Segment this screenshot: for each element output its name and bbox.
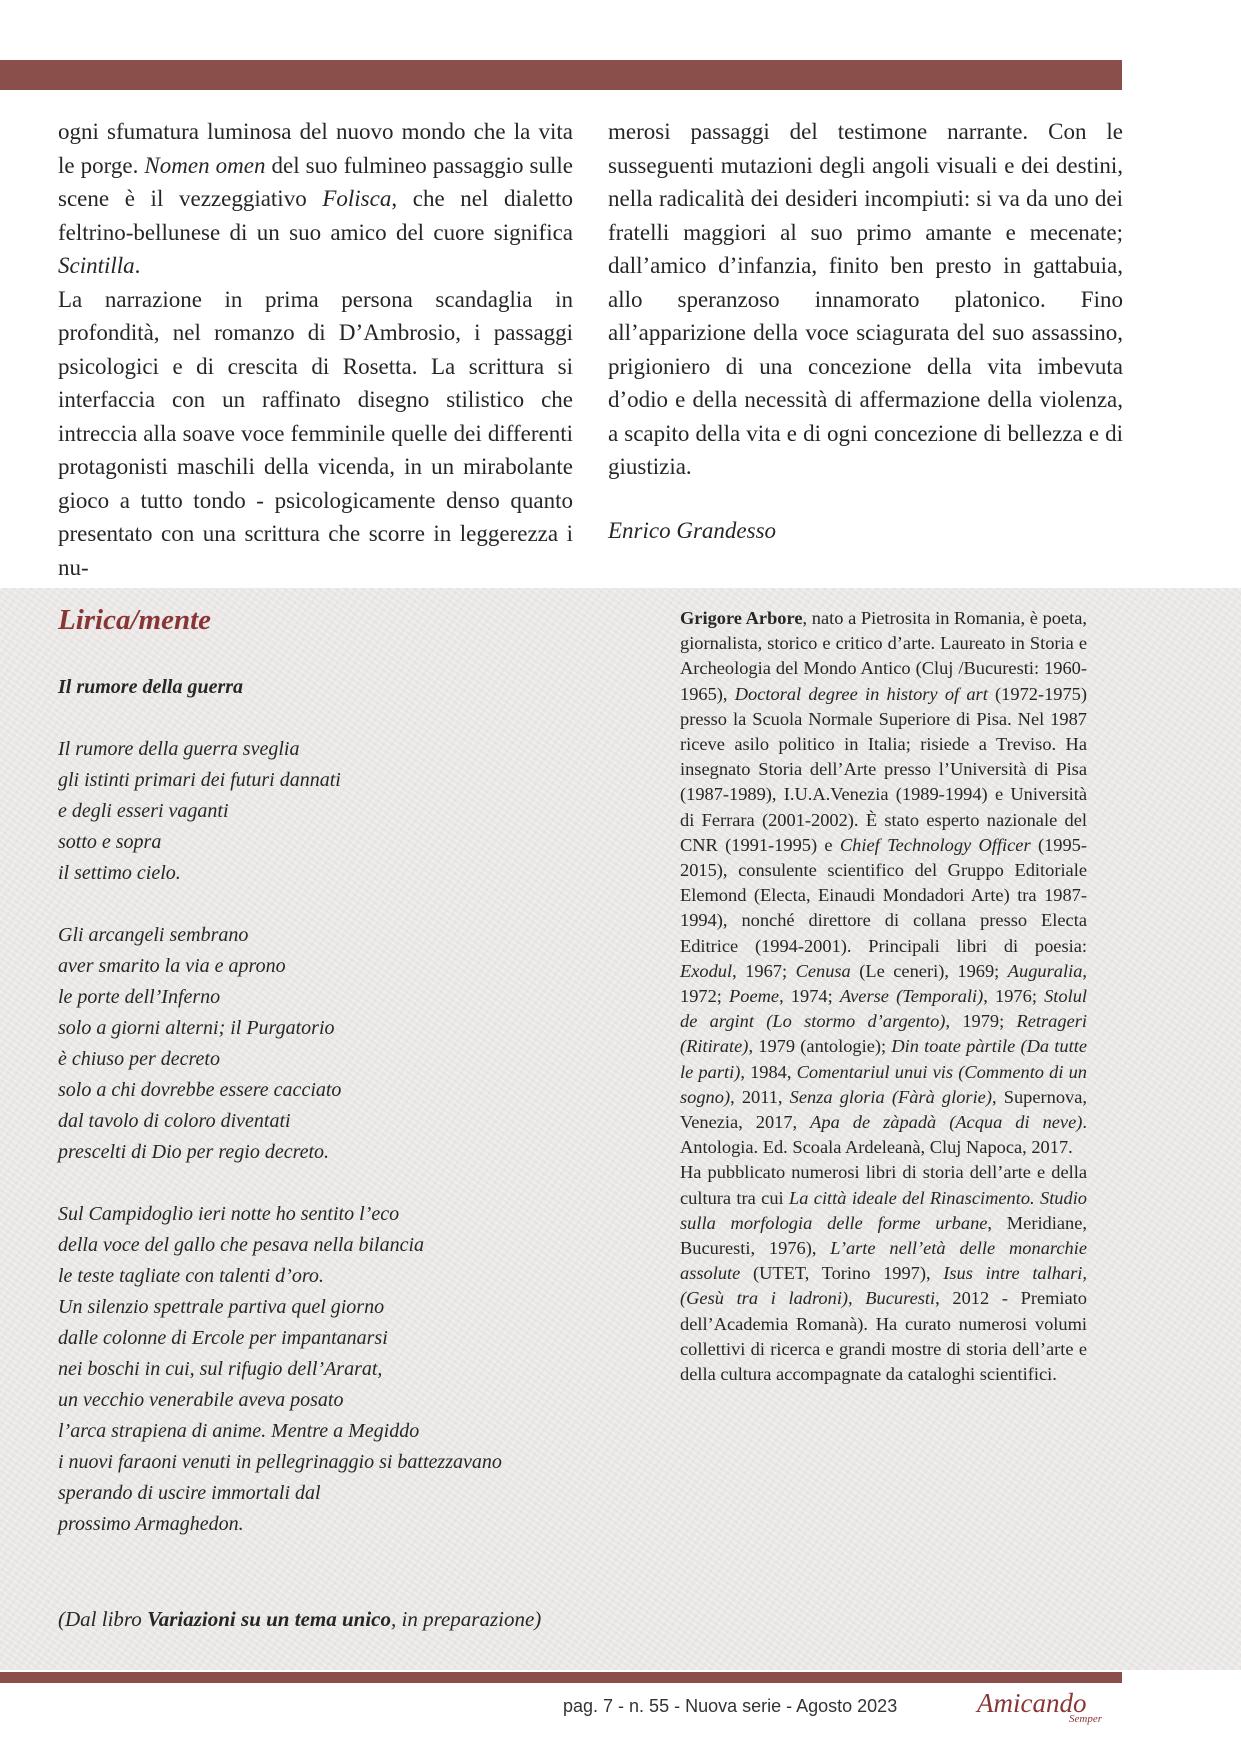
poem-line: dal tavolo di coloro diventati	[58, 1110, 291, 1132]
amicando-logo	[977, 1688, 1127, 1728]
top-bar	[0, 60, 1122, 90]
poem-line: nei boschi in cui, sul rifugio dell’Ararat,	[58, 1358, 383, 1380]
poem-source: (Dal libro Variazioni su un tema unico, in preparazione)	[58, 1607, 542, 1631]
poem-line: solo a chi dovrebbe essere cacciato	[58, 1079, 342, 1101]
poem-line: Gli arcangeli sembrano	[58, 924, 249, 946]
poem-line: l’arca strapiena di anime. Mentre a Megiddo	[58, 1420, 420, 1442]
article-left-column	[58, 115, 573, 584]
poem-line: le porte dell’Inferno	[58, 986, 221, 1008]
poem-line: Il rumore della guerra sveglia	[58, 738, 300, 760]
poem-line: le teste tagliate con talenti d’oro.	[58, 1265, 324, 1287]
poem-line: prescelti di Dio per regio decreto.	[58, 1141, 330, 1163]
poem-line: aver smarito la via e aprono	[58, 955, 286, 977]
poem-line: i nuovi faraoni venuti in pellegrinaggio si battezzavano	[58, 1451, 502, 1473]
logo-sub: Semper	[1069, 1713, 1102, 1725]
page-info: pag. 7 - n. 55 - Nuova serie - Agosto 2023	[563, 1696, 898, 1716]
poem-line: Sul Campidoglio ieri notte ho sentito l’eco	[58, 1203, 400, 1225]
paragraph: La narrazione in prima persona scandaglia in profondità, nel romanzo di D’Ambrosio, i passaggi psicologici e di crescita di Rosetta. La scrittura si interfaccia con un raffinato disegno stilistico che intreccia alla soave voce femminile quelle dei differenti protagonisti maschili della vicenda, in un mirabolante gioco a tutto tondo - psicologicamente denso quanto presentato con una scrittura che scorre in leggerezza i nu-	[58, 286, 573, 580]
poem-line: solo a giorni alterni; il Purgatorio	[58, 1017, 335, 1039]
poem-stanza	[58, 920, 618, 1168]
article-right-text	[608, 115, 1123, 484]
poem-line: sperando di uscire immortali dal	[58, 1482, 321, 1504]
article-signature: Enrico Grandesso	[608, 517, 777, 543]
bottom-bar	[0, 1672, 1122, 1683]
poem-line: e degli esseri vaganti	[58, 800, 229, 822]
poem-line: dalle colonne di Ercole per impantanarsi	[58, 1327, 388, 1349]
poem-line: gli istinti primari dei futuri dannati	[58, 769, 341, 791]
author-bio	[680, 606, 1087, 1387]
poem-line: un vecchio venerabile aveva posato	[58, 1389, 344, 1411]
paragraph: merosi passaggi del testimone narrante. Con le susseguenti mutazioni degli angoli visuali e dei destini, nella radicalità dei desideri incompiuti: si va da uno dei fratelli maggiori al suo primo amante e mecenate; dall’amico d’infanzia, finito ben presto in gattabuia, allo speranzoso innamorato platonico. Fino all’apparizione della voce sciagurata del suo assassino, prigioniero di una concezione della vita imbevuta d’odio e della necessità di affermazione della violenza, a scapito della vita e di ogni concezione di bellezza e di giustizia.	[608, 119, 1123, 479]
poem-body	[58, 734, 618, 1540]
poem-line: Un silenzio spettrale partiva quel giorno	[58, 1296, 385, 1318]
poem-line: è chiuso per decreto	[58, 1048, 220, 1070]
poem-stanza	[58, 1199, 618, 1540]
paragraph: Ha pubblicato numerosi libri di storia dell’arte e della cultura tra cui La città ideale del Rinascimento. Studio sulla morfologia delle forme urbane, Meridiane, Bucuresti, 1976), L’arte nell’età delle monarchie assolute (UTET, Torino 1997), Isus intre talhari, (Gesù tra i ladroni), Bucuresti, 2012 - Premiato dell’Academia Romanà). Ha curato numerosi volumi collettivi di ricerca e grandi mostre di storia dell’arte e della cultura accompagnate da cataloghi scientifici.	[680, 1162, 1087, 1385]
poem-line: della voce del gallo che pesava nella bilancia	[58, 1234, 424, 1256]
poem-title: Il rumore della guerra	[58, 676, 244, 698]
poem-line: prossimo Armaghedon.	[58, 1513, 244, 1535]
poem-stanza	[58, 734, 618, 889]
poem-line: il settimo cielo.	[58, 862, 181, 884]
article-right-column	[608, 115, 1123, 547]
paragraph: ogni sfumatura luminosa del nuovo mondo che la vita le porge. Nomen omen del suo fulmineo passaggio sulle scene è il vezzeggiativo Folisca, che nel dialetto feltrino-bellunese di un suo amico del cuore significa Scintilla.	[58, 119, 574, 278]
poem	[58, 672, 618, 1571]
section-title: Lirica/mente	[58, 604, 212, 636]
poem-line: sotto e sopra	[58, 831, 162, 853]
paragraph: Grigore Arbore, nato a Pietrosita in Romania, è poeta, giornalista, storico e critico d’arte. Laureato in Storia e Archeologia del Mondo Antico (Cluj /Bucuresti: 1960-1965), Doctoral degree in history of art (1972-1975) presso la Scuola Normale Superiore di Pisa. Nel 1987 riceve asilo politico in Italia; risiede a Treviso. Ha insegnato Storia dell’Arte presso l’Università di Pisa (1987-1989), I.U.A.Venezia (1989-1994) e Università di Ferrara (2001-2002). È stato esperto nazionale del CNR (1991-1995) e Chief Technology Officer (1995-2015), consulente scientifico del Gruppo Editoriale Elemond (Electa, Einaudi Mondadori Arte) tra 1987-1994), nonché direttore di collana presso Electa Editrice (1994-2001). Principali libri di poesia: Exodul, 1967; Cenusa (Le ceneri), 1969; Auguralia, 1972; Poeme, 1974; Averse (Temporali), 1976; Stolul de argint (Lo stormo d’argento), 1979; Retrageri (Ritirate), 1979 (antologie); Din toate pàrtile (Da tutte le parti), 1984, Comentariul unui vis (Commento di un sogno), 2011, Senza gloria (Fàrà glorie), Supernova, Venezia, 2017, Apa de zàpadà (Acqua di neve). Antologia. Ed. Scoala Ardeleanà, Cluj Napoca, 2017.	[680, 608, 1088, 1158]
logo-main: Amicando	[977, 1688, 1087, 1718]
